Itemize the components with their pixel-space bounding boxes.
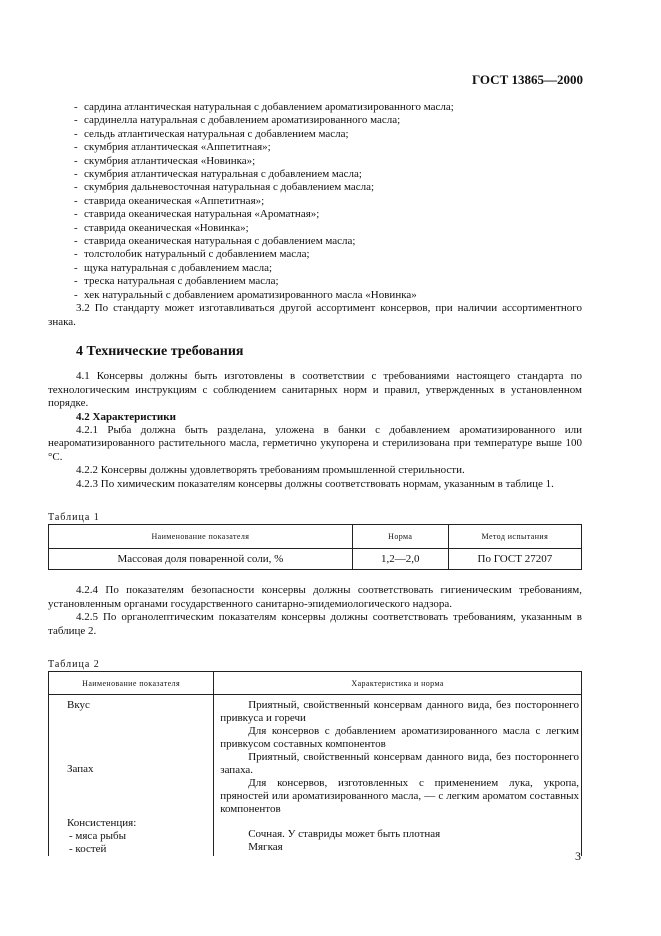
smell-description: Приятный, свойственный консервам данного вида, без постороннего запаха. [220,751,579,777]
list-dash: - [74,194,78,207]
paragraph-3-2: 3.2 По стандарту может изготавливаться другой ассортимент консервов, при наличии ассортиментного знака. [48,302,582,328]
consistency-label: Консистенция: [67,817,137,830]
list-item-text: ставрида океаническая «Аппетитная»; [84,194,265,207]
list-item [48,289,582,302]
document-header: ГОСТ 13865—2000 [471,72,583,87]
list-item [48,114,582,127]
list-item [48,181,582,194]
indicator-names-cell [49,695,214,857]
table-cell: По ГОСТ 27207 [448,549,581,570]
table-header-cell: Норма [352,525,448,549]
list-item [48,248,582,261]
list-item-text: толстолобик натуральный с добавлением масла; [84,248,310,261]
list-item-text: скумбрия дальневосточная натуральная с добавлением масла; [84,181,375,194]
list-dash: - [74,114,78,127]
list-item [48,208,582,221]
list-dash: - [74,127,78,140]
list-item-text: скумбрия атлантическая «Новинка»; [84,154,256,167]
paragraph-4-1: 4.1 Консервы должны быть изготовлены в соответствии с требованиями настоящего стандарта по технологическим инструкциям с соблюдением санитарных норм и правил, утвержденных в установленном порядке. [48,370,582,410]
taste-description: Приятный, свойственный консервам данного вида, без постороннего привкуса и горечи [220,699,579,725]
table-cell: Массовая доля поваренной соли, % [49,549,353,570]
list-item [48,141,582,154]
bones-consistency: Мягкая [248,841,283,854]
list-item-text: щука натуральная с добавлением масла; [84,261,273,274]
list-item [48,155,582,168]
subsection-heading: 4.2 Характеристики [76,410,176,423]
list-item-text: скумбрия атлантическая натуральная с добавлением масла; [84,168,362,181]
list-dash: - [74,154,78,167]
table-1 [48,524,582,570]
list-item-text: ставрида океаническая натуральная «Ароматная»; [84,208,320,221]
list-item-text: ставрида океаническая натуральная с добавлением масла; [84,235,356,248]
table-header-cell: Наименование показателя [49,672,214,695]
paragraph-4-2-2: 4.2.2 Консервы должны удовлетворять требованиям промышленной стерильности. [76,464,465,477]
list-item [48,168,582,181]
paragraph-4-2-5: 4.2.5 По органолептическим показателям консервы должны соответствовать требованиям, указанным в таблице 2. [48,611,582,637]
table-2-caption: Таблица 2 [48,659,100,670]
table-row [49,695,582,857]
smell-description-additional: Для консервов, изготовленных с применением лука, укропа, пряностей или ароматизированного масла, — с легким ароматом составных компонентов [220,777,579,816]
list-item-text: сардинелла натуральная с добавлением ароматизированного масла; [84,114,401,127]
paragraph-4-2-4: 4.2.4 По показателям безопасности консервы должны соответствовать гигиеническим требованиям, установленным органами государственного санитарно-эпидемиологического надзора. [48,584,582,610]
list-dash: - [74,208,78,221]
list-dash: - [74,235,78,248]
taste-description-additional: Для консервов с добавлением ароматизированного масла с легким привкусом составных компонентов [220,725,579,751]
fish-meat-consistency: Сочная. У ставриды может быть плотная [248,828,441,841]
list-dash: - [74,275,78,288]
table-row [49,549,582,570]
list-item-text: хек натуральный с добавлением ароматизированного масла «Новинка» [84,288,417,301]
list-item-text: сельдь атлантическая натуральная с добавлением масла; [84,127,349,140]
taste-label: Вкус [67,699,90,712]
list-dash: - [74,288,78,301]
list-item [48,275,582,288]
table-header-row [49,672,582,695]
product-list [48,101,582,302]
list-dash: - [74,101,78,113]
table-header-cell: Характеристика и норма [214,672,582,695]
paragraph-4-2-3: 4.2.3 По химическим показателям консервы должны соответствовать нормам, указанным в таблице 1. [76,477,554,490]
page-content [48,101,582,856]
table-1-caption: Таблица 1 [48,511,100,523]
table-cell: 1,2—2,0 [352,549,448,570]
list-item [48,262,582,275]
list-item [48,128,582,141]
list-item [48,195,582,208]
page-number: 3 [575,849,581,863]
list-item-text: сардина атлантическая натуральная с добавлением ароматизированного масла; [84,101,454,113]
list-item-text: треска натуральная с добавлением масла; [84,275,279,288]
list-dash: - [74,248,78,261]
list-dash: - [74,261,78,274]
list-dash: - [74,221,78,234]
list-item [48,235,582,248]
list-dash: - [74,168,78,181]
list-item-text: ставрида океаническая «Новинка»; [84,221,249,234]
characteristics-cell [214,695,582,857]
table-2 [48,671,582,856]
list-item-text: скумбрия атлантическая «Аппетитная»; [84,141,271,154]
table-header-cell: Метод испытания [448,525,581,549]
bones-label: - костей [69,843,107,856]
list-dash: - [74,181,78,194]
table-header-row [49,525,582,549]
paragraph-4-2-1: 4.2.1 Рыба должна быть разделана, уложена в банки с добавлением ароматизированного или неароматизированного растительного масла, герметично укупорена и стерилизована при температуре выше 100 °С. [48,423,582,463]
section-title: 4 Технические требования [76,343,244,359]
smell-label: Запах [67,763,94,776]
list-dash: - [74,141,78,154]
table-header-cell: Наименование показателя [49,525,353,549]
list-item [48,222,582,235]
fish-meat-label: - мяса рыбы [69,830,126,843]
list-item [48,101,582,114]
